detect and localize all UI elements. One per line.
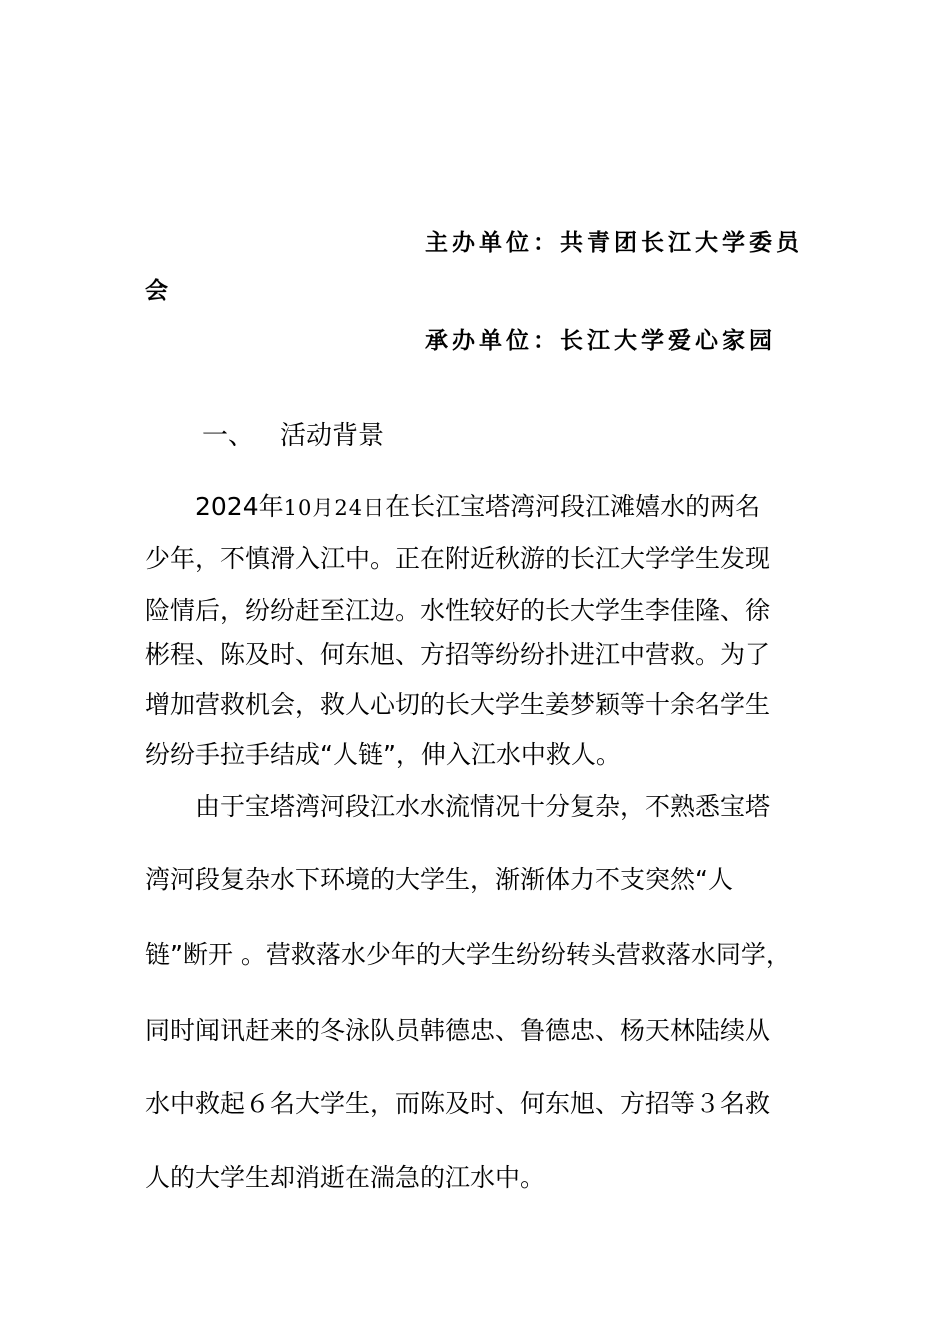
section-number: 一、 [202, 421, 255, 451]
paragraph2-line-2: 湾河段复杂水下环境的大学生，渐渐体力不支突然“人 [145, 865, 733, 894]
event-date: 10月24日 [283, 496, 386, 520]
paragraph1-line-1 [195, 492, 760, 523]
event-year: 2024年 [195, 492, 284, 521]
paragraph2-line-5: 水中救起６名大学生，而陈及时、何东旭、方招等３名救 [145, 1089, 771, 1118]
paragraph1-line-1-text: 在长江宝塔湾河段江滩嬉水的两名 [385, 492, 761, 521]
section-heading [202, 421, 384, 451]
co-host-organizer: 承办单位：长江大学爱心家园 [425, 327, 776, 354]
host-organizer-line-2: 会 [145, 277, 172, 304]
paragraph2-line-3: 链”断开 。营救落水少年的大学生纷纷转头营救落水同学， [145, 940, 791, 969]
section-title: 活动背景 [280, 421, 385, 451]
host-organizer-line-1: 主办单位：共青团长江大学委员 [425, 229, 803, 256]
paragraph2-line-1: 由于宝塔湾河段江水水流情况十分复杂，不熟悉宝塔 [195, 792, 771, 821]
paragraph1-line-5: 增加营救机会，救人心切的长大学生姜梦颖等十余名学生 [145, 690, 771, 719]
paragraph1-line-2: 少年，不慎滑入江中。正在附近秋游的长江大学学生发现 [145, 544, 771, 573]
paragraph1-line-6: 纷纷手拉手结成“人链”，伸入江水中救人。 [145, 740, 621, 769]
paragraph1-line-4: 彬程、陈及时、何东旭、方招等纷纷扑进江中营救。为了 [145, 640, 771, 669]
paragraph2-line-4: 同时闻讯赶来的冬泳队员韩德忠、鲁德忠、杨天林陆续从 [145, 1016, 771, 1045]
paragraph2-line-6: 人的大学生却消逝在湍急的江水中。 [145, 1163, 546, 1192]
paragraph1-line-3: 险情后，纷纷赶至江边。水性较好的长大学生李佳隆、徐 [145, 596, 771, 625]
